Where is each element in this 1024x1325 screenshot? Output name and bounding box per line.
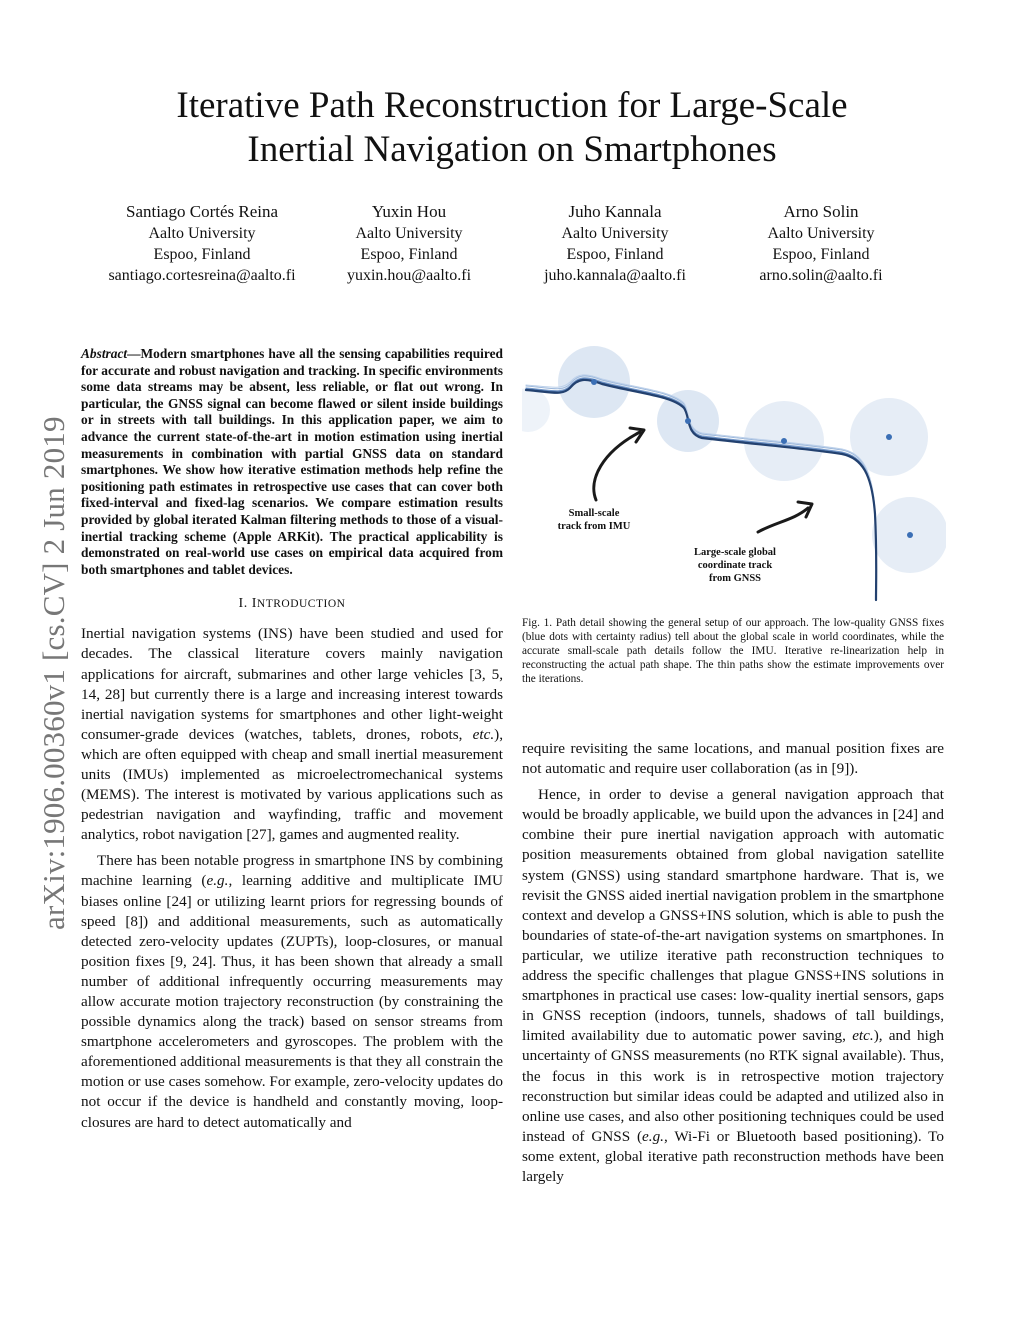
arrow-imu-icon [594, 432, 640, 500]
author-affiliation: Aalto University [561, 225, 669, 242]
author-location: Espoo, Finland [566, 246, 664, 263]
gnss-fix-dot [886, 434, 892, 440]
author-location: Espoo, Finland [153, 246, 251, 263]
text-run: There has been notable progress in smartphone INS by combining machine learning ( [81, 852, 503, 890]
section-heading-introduction [81, 596, 503, 612]
abstract [81, 346, 503, 578]
gnss-fix-dot [781, 438, 787, 444]
author-name: Yuxin Hou [371, 202, 447, 221]
author-affiliation: Aalto University [767, 225, 875, 242]
label-gnss [672, 546, 798, 585]
title-line-2: Inertial Navigation on Smartphones [247, 129, 777, 170]
text-run: Hence, in order to devise a general navigation approach that would be broadly applicable, we build upon the advances in [24] and combine their pure inertial navigation approach with automatic position measurements obtained from global navigation satellite system (GNSS) using standard smartphone hardware. That is, we revisit the GNSS aided inertial navigation problem in the smartphone context and develop a GNSS+INS solution, which is able to push the boundaries of state-of-the-art navigation systems on smartphones. In particular, we utilize iterative path reconstruction techniques to address the specific challenges that plague GNSS+INS solutions in smartphones in practical use cases: low-quality inertial sensors, gaps in GNSS reception (indoors, tunnels, shadows of tall buildings, limited availability due to automatic power saving, [522, 786, 944, 1045]
author-affiliation: Aalto University [355, 225, 463, 242]
text-run: ), and high uncertainty of GNSS measurements (no RTK signal available). Thus, the focus in this work is in retrospective motion trajectory reconstruction but similar ideas could be adapted and utilized also in online use cases, and also other positioning techniques could be used instead of GNSS ( [522, 1027, 944, 1145]
label-imu [540, 507, 648, 533]
author-email: juho.kannala@aalto.fi [544, 267, 686, 284]
arxiv-stamp: arXiv:1906.00360v1 [cs.CV] 2 Jun 2019 [36, 416, 71, 930]
gnss-fix-dot [685, 418, 691, 424]
author-location: Espoo, Finland [772, 246, 870, 263]
intro-paragraph-2 [81, 851, 503, 1132]
gnss-fix-dot [591, 379, 597, 385]
section-number: I. [238, 596, 252, 612]
text-run: , learning additive and multiplicate IMU biases online [24] or utilizing learnt priors for regressing bounds of speed [8]) and additional measurements, such as automatically detected zero-velocity updates (ZUPTs), loop-closures, or manual position fixes [9, 24]. Thus, it has been shown that already a small number of additional infrequently occurring measurements may allow accurate motion trajectory reconstruction (by constraining the possible dynamics along the track) based on sensor streams from smartphone accelerometers and gyroscopes. The problem with the aforementioned additional measurements is that they all constrain the motion or use cases somehow. For example, zero-velocity updates do not occur if the device is handheld and constantly moving, loop-closures are hard to detect automatically and [81, 872, 503, 1131]
figure-1 [522, 340, 946, 602]
author-block-3 [495, 201, 735, 286]
label-line: Small-scale [568, 508, 620, 519]
label-line: Large-scale global [694, 547, 776, 558]
text-run-italic: e.g. [206, 872, 229, 890]
author-email: yuxin.hou@aalto.fi [346, 267, 472, 284]
author-name: Arno Solin [783, 202, 859, 221]
label-line: coordinate track [697, 560, 773, 571]
abstract-label: Abstract [81, 346, 128, 361]
section-title-initial: I [251, 596, 257, 612]
right-column [522, 739, 944, 1187]
text-run-italic: etc. [472, 725, 495, 743]
intro-paragraph-1 [81, 624, 503, 845]
text-run: Inertial navigation systems (INS) have been studied and used for decades. The classical literature covers mainly navigation applications for aircraft, submarines and other large vehicles [3, 5, 14, 28] but currently there is a large and increasing interest towards inertial navigation systems for smartphones and other light-weight consumer-grade devices (watches, tablets, drones, robots, [81, 625, 503, 743]
label-line: track from IMU [557, 521, 631, 532]
author-block-1 [82, 201, 322, 286]
left-column [81, 346, 503, 1133]
title-line-1: Iterative Path Reconstruction for Large-Scale [176, 85, 848, 126]
author-email: arno.solin@aalto.fi [759, 267, 883, 284]
section-title-rest: NTRODUCTION [256, 598, 346, 611]
author-block-4 [701, 201, 941, 286]
author-location: Espoo, Finland [360, 246, 458, 263]
label-line: from GNSS [708, 573, 762, 584]
paper-title [0, 84, 1024, 172]
right-paragraph-2 [522, 785, 944, 1187]
gnss-fix-dot [907, 532, 913, 538]
gnss-certainty-halo [522, 388, 550, 432]
author-name: Juho Kannala [568, 202, 662, 221]
figure-caption: Fig. 1. Path detail showing the general setup of our approach. The low-quality GNSS fixes (blue dots with certainty radius) tell about the global scale in world coordinates, while the accurate small-scale path details follow the IMU. Iterative re-linearization help in reconstructing the actual path shape. The thin paths show the estimate improvements over the iterations. [522, 617, 944, 685]
right-paragraph-1: require revisiting the same locations, and manual position fixes are not automatic and require user collaboration (as in [9]). [522, 740, 944, 778]
author-affiliation: Aalto University [148, 225, 256, 242]
text-run: ), which are often equipped with cheap and small inertial measurement units (IMUs) implemented as microelectromechanical systems (MEMS). The interest is motivated by various applications such as pedestrian navigation and wayfinding, traffic and movement analytics, robot navigation [27], games and augmented reality. [81, 725, 503, 844]
author-block-2 [289, 201, 529, 286]
text-run: , Wi-Fi or Bluetooth based positioning). To some extent, global iterative path reconstruction methods have been largely [522, 1127, 944, 1185]
author-email: santiago.cortesreina@aalto.fi [108, 267, 296, 284]
abstract-text: —Modern smartphones have all the sensing capabilities required for accurate and robust navigation and tracking. In specific environments some data streams may be absent, less reliable, or flat out wrong. In particular, the GNSS signal can become flawed or silent inside buildings or in streets with tall buildings. In this application paper, we aim to advance the current state-of-the-art in motion estimation using inertial measurements in combination with partial GNSS data on standard smartphones. We show how iterative estimation methods help refine the positioning path estimates in retrospective use cases that can cover both fixed-interval and fixed-lag scenarios. We compare estimation results provided by global iterated Kalman filtering methods to those of a visual-inertial tracking scheme (Apple ARKit). The practical applicability is demonstrated on real-world use cases on empirical data acquired from both smartphones and tablet devices. [81, 346, 503, 577]
text-run-italic: etc. [852, 1027, 874, 1045]
author-name: Santiago Cortés Reina [125, 202, 279, 221]
text-run-italic: e.g. [642, 1127, 664, 1145]
arrow-gnss-icon [758, 508, 808, 532]
